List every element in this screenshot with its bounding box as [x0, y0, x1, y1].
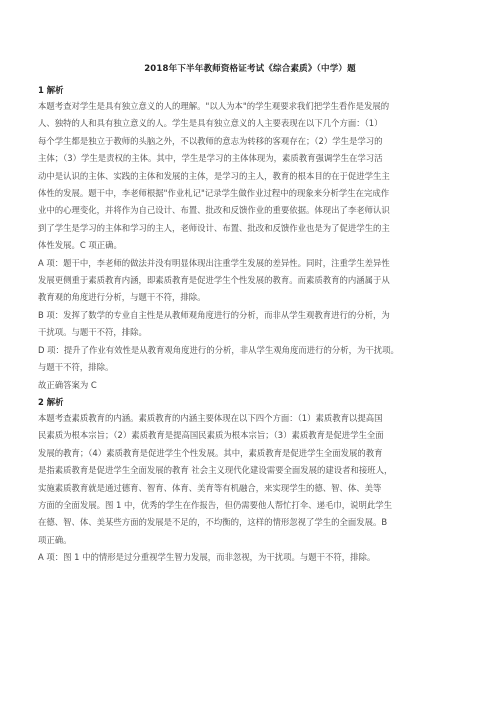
paragraph [38, 342, 462, 377]
text-line: 方面的全面发展。图 1 中，优秀的学生在作报告，但仍需要他人帮忙打伞、递毛巾，说明此学生 [38, 499, 393, 510]
document-page [38, 62, 462, 567]
text-line: 每个学生都是独立于教师的头脑之外，不以教师的意志为转移的客观存在；（2）学生是学习的 [38, 135, 383, 146]
text-line: 是指素质教育是促进学生全面发展的教育 社会主义现代化建设需要全面发展的建设者和接班人， [38, 465, 393, 476]
text-line: B 项：发挥了数学的专业自主性是从教师观角度进行的分析，而非从学生观教育进行的分析，为 [38, 309, 390, 320]
document-title: 2018年下半年教师资格证考试《综合素质》（中学）题 [144, 64, 356, 74]
paragraph [38, 410, 462, 549]
text-line: D 项：提升了作业有效性是从教育观角度进行的分析，非从学生观角度而进行的分析，为干扰项。 [38, 344, 399, 355]
text-line: 民素质为根本宗旨；（2）素质教育是提高国民素质为根本宗旨；（3）素质教育是促进学生全面 [38, 430, 384, 441]
paragraph [38, 255, 462, 307]
text-line: 主体；（3）学生是责权的主体。其中，学生是学习的主体体现为，素质教育强调学生在学习活 [38, 153, 383, 164]
text-line: 业中的心理变化，并将作为自己设计、布置、批改和反馈作业的重要依据。体现出了李老师认识 [38, 205, 390, 216]
text-line: 本题考查对学生是具有独立意义的人的理解。"以人为本"的学生观要求我们把学生看作是发展的 [38, 101, 390, 111]
text-line: 发展更侧重于素质教育内涵，即素质教育是促进学生个性发展的教育。而素质教育的内涵属于从 [38, 275, 390, 286]
text-line: A 项：图 1 中的情形是过分重视学生智力发展，而非忽视，为干扰项。与题干不符，排除。 [38, 552, 376, 563]
section-1 [38, 82, 462, 394]
text-line: 体性发展。C 项正确。 [38, 240, 122, 251]
text-line: 发展的教育；（4）素质教育是促进学生个性发展。其中，素质教育是促进学生全面发展的教育 [38, 447, 383, 458]
text-line: 在德、智、体、美某些方面的发展是不足的，不均衡的，这样的情形忽视了学生的全面发展。B [38, 517, 388, 528]
text-line: 人、独特的人和具有独立意义的人。学生是具有独立意义的人主要表现在以下几个方面：（1） [38, 118, 383, 129]
paragraph [38, 549, 462, 566]
text-line: 干扰项。与题干不符，排除。 [38, 327, 147, 338]
paragraph [38, 307, 462, 342]
text-line: 项正确。 [38, 534, 72, 545]
text-line: 故正确答案为 C [38, 379, 97, 390]
text-line: 动中是认识的主体、实践的主体和发展的主体，是学习的主人，教育的根本目的在于促进学生主 [38, 170, 390, 181]
paragraph [38, 377, 462, 394]
text-line: 与题干不符，排除。 [38, 362, 114, 373]
text-line: 教育观的角度进行分析，与题干不符，排除。 [38, 292, 206, 303]
section-heading: 1 解析 [38, 85, 64, 95]
text-line: A 项：题干中，李老师的做法并没有明显体现出注重学生发展的差异性。同时，注重学生差异性 [38, 257, 390, 268]
paragraph [38, 98, 462, 255]
section-2 [38, 394, 462, 567]
text-line: 体性的发展。题干中，李老师根据"作业札记"记录学生做作业过程中的现象来分析学生在完成作 [38, 188, 390, 199]
text-line: 本题考查素质教育的内涵。素质教育的内涵主要体现在以下四个方面：（1）素质教育以提高国 [38, 412, 383, 423]
text-line: 到了学生是学习的主体和学习的主人，老师设计、布置、批改和反馈作业也是为了促进学生的主 [38, 222, 390, 233]
section-heading: 2 解析 [38, 396, 64, 407]
text-line: 实施素质教育就是通过德育、智育、体育、美育等有机融合，来实现学生的德、智、体、美等 [38, 482, 382, 493]
